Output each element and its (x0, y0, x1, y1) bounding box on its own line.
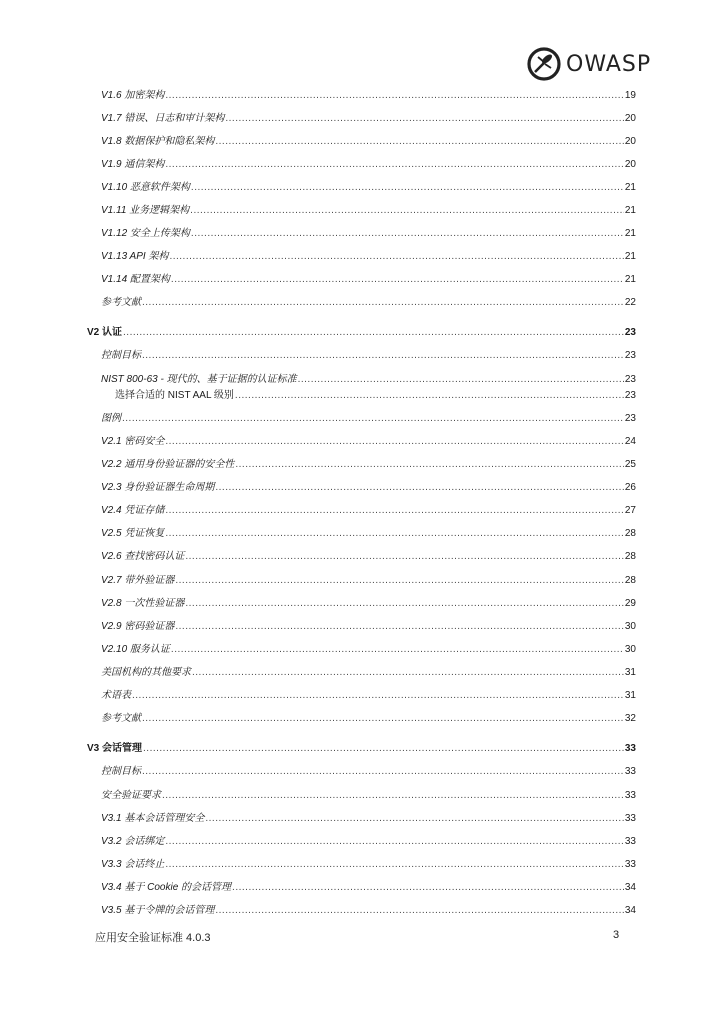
toc-entry[interactable]: 参考文献 ..... 22 (101, 296, 636, 310)
toc-entry[interactable]: V2.7 带外验证器 ..... 28 (101, 574, 636, 588)
toc-entry[interactable]: V1.9 通信架构 ..... 20 (101, 158, 636, 172)
toc-entry[interactable]: V1.8 数据保护和隐私架构 ..... 20 (101, 135, 636, 149)
toc-entry[interactable]: V2.8 一次性验证器 ..... 29 (101, 597, 636, 611)
toc-entry[interactable]: V1.7 错误、日志和审计架构 ..... 20 (101, 112, 636, 126)
toc-entry[interactable]: V2.3 身份验证器生命周期 ..... 26 (101, 481, 636, 495)
toc-chapter[interactable]: V2 认证 ..... 23 (87, 326, 636, 340)
toc-entry[interactable]: V2.5 凭证恢复 ..... 28 (101, 527, 636, 541)
toc-entry[interactable]: V1.13 API 架构 ..... 21 (101, 250, 636, 264)
toc-entry[interactable]: 参考文献 ..... 32 (101, 712, 636, 726)
toc-entry[interactable]: 图例 ..... 23 (101, 412, 636, 426)
toc-entry[interactable]: V3.4 基于 Cookie 的会话管理 ..... 34 (101, 881, 636, 895)
logo-text: OWASP (566, 51, 652, 77)
toc-entry[interactable]: V3.1 基本会话管理安全 ..... 33 (101, 812, 636, 826)
toc-entry[interactable]: 术语表 ..... 31 (101, 689, 636, 703)
toc-entry[interactable]: V2.2 通用身份验证器的安全性 ..... 25 (101, 458, 636, 472)
footer-doc-title: 应用安全验证标准 4.0.3 (95, 932, 211, 944)
toc-entry[interactable]: V3.5 基于令牌的会话管理 ..... 34 (101, 904, 636, 918)
toc-entry[interactable]: V1.14 配置架构 ..... 21 (101, 273, 636, 287)
toc-entry[interactable]: V1.11 业务逻辑架构 ..... 21 (101, 204, 636, 218)
toc-entry[interactable]: 控制目标 ..... 23 (101, 349, 636, 363)
owasp-logo (526, 44, 651, 84)
toc-entry[interactable]: V2.4 凭证存储 ..... 27 (101, 504, 636, 518)
toc-subentry[interactable]: 选择合适的 NIST AAL 级别 ..... 23 (115, 389, 636, 403)
toc-entry[interactable]: 美国机构的其他要求 ..... 31 (101, 666, 636, 680)
toc-entry[interactable]: V2.10 服务认证 ..... 30 (101, 643, 636, 657)
toc-entry[interactable]: V1.6 加密架构 ..... 19 (101, 89, 636, 103)
footer-page-number: 3 (613, 929, 620, 941)
toc-entry[interactable]: V3.3 会话终止 ..... 33 (101, 858, 636, 872)
toc-entry[interactable]: V2.1 密码安全 ..... 24 (101, 435, 636, 449)
wasp-icon (526, 46, 562, 82)
toc-entry[interactable]: V2.9 密码验证器 ..... 30 (101, 620, 636, 634)
toc-entry[interactable]: V1.10 恶意软件架构 ..... 21 (101, 181, 636, 195)
toc-entry[interactable]: 控制目标 ..... 33 (101, 765, 636, 779)
toc-entry[interactable]: V3.2 会话绑定 ..... 33 (101, 835, 636, 849)
toc-chapter[interactable]: V3 会话管理 ..... 33 (87, 742, 636, 756)
toc-entry[interactable]: V1.12 安全上传架构 ..... 21 (101, 227, 636, 241)
toc-entry[interactable]: NIST 800-63 - 现代的、基于证据的认证标准 ..... 23 (101, 373, 636, 387)
toc-entry[interactable]: 安全验证要求 ..... 33 (101, 789, 636, 803)
toc-entry[interactable]: V2.6 查找密码认证 ..... 28 (101, 550, 636, 564)
